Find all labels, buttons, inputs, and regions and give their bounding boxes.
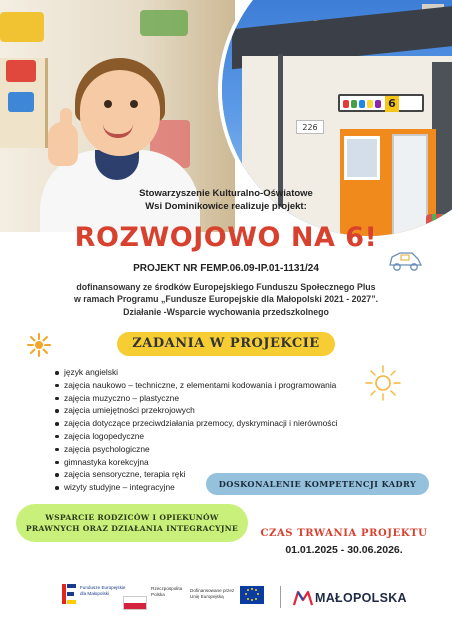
list-item: zajęcia sensoryczne, terapia ręki	[55, 468, 385, 481]
project-title: ROZWOJOWO NA 6!	[74, 222, 378, 253]
duration-dates: 01.01.2025 - 30.06.2026.	[285, 544, 403, 556]
list-item: zajęcia psychologiczne	[55, 443, 385, 456]
staff-competence-badge: DOSKONALENIE KOMPETENCJI KADRY	[206, 473, 429, 495]
parent-support-line-1: WSPARCIE RODZICÓW I OPIEKUNÓW	[45, 513, 219, 522]
fe-logo-line-1: Fundusze Europejskie	[80, 585, 126, 590]
malopolska-logo	[293, 588, 423, 610]
fe-logo	[62, 584, 126, 612]
sun-doodle-icon	[27, 333, 51, 357]
house-number: 226	[296, 120, 324, 134]
list-item: zajęcia dotyczące przeciwdziałania przemocy, dyskryminacji i nierówności	[55, 417, 385, 430]
building-sign-number: 6	[385, 96, 399, 112]
tasks-heading: ZADANIA W PROJEKCIE	[117, 332, 335, 356]
list-item: język angielski	[55, 366, 385, 379]
intro-line-1: Stowarzyszenie Kulturalno-Oświatowe	[139, 188, 313, 199]
malopolska-mark-icon	[293, 590, 313, 606]
malopolska-name: MAŁOPOLSKA	[315, 591, 407, 605]
poland-logo-line-2: Polska	[151, 592, 165, 597]
eu-logo	[190, 586, 270, 612]
eu-flag-icon	[240, 586, 264, 604]
footer-divider	[280, 586, 281, 608]
poland-logo-line-1: Rzeczpospolita	[151, 586, 183, 591]
funding-line-1: dofinansowany ze środków Europejskiego Funduszu Społecznego Plus	[76, 282, 376, 292]
car-doodle-icon	[386, 245, 424, 275]
parent-support-badge	[16, 504, 248, 542]
poland-logo	[121, 586, 181, 610]
list-item: wizyty studyjne – integracyjne	[55, 481, 385, 494]
eu-logo-line-2: Unię Europejską	[190, 594, 224, 599]
eu-logo-line-1: Dofinansowane przez	[190, 588, 235, 593]
funding-text	[66, 281, 386, 318]
funding-line-3: Działanie -Wsparcie wychowania przedszkolnego	[123, 306, 329, 317]
list-item: zajęcia naukowo – techniczne, z elementami kodowania i programowania	[55, 379, 385, 392]
intro-line-2: Wsi Dominikowice realizuje projekt:	[145, 201, 307, 212]
fe-logo-icon	[62, 584, 76, 604]
parent-support-line-2: PRAWNYCH ORAZ DZIAŁANIA INTEGRACYJNE	[25, 524, 239, 533]
project-number: PROJEKT NR FEMP.06.09-IP.01-1131/24	[133, 263, 319, 274]
duration-title: CZAS TRWANIA PROJEKTU	[260, 528, 428, 539]
intro-text	[120, 187, 332, 213]
list-item: zajęcia logopedyczne	[55, 430, 385, 443]
list-item: zajęcia muzyczno – plastyczne	[55, 392, 385, 405]
list-item: gimnastyka korekcyjna	[55, 456, 385, 469]
fe-logo-line-2: dla Małopolski	[80, 591, 110, 596]
funding-line-2: w ramach Programu „Fundusze Europejskie dla Małopolski 2021 - 2027”.	[73, 294, 379, 305]
poland-flag-icon	[123, 596, 147, 610]
list-item: zajęcia umiejętności przekrojowych	[55, 404, 385, 417]
